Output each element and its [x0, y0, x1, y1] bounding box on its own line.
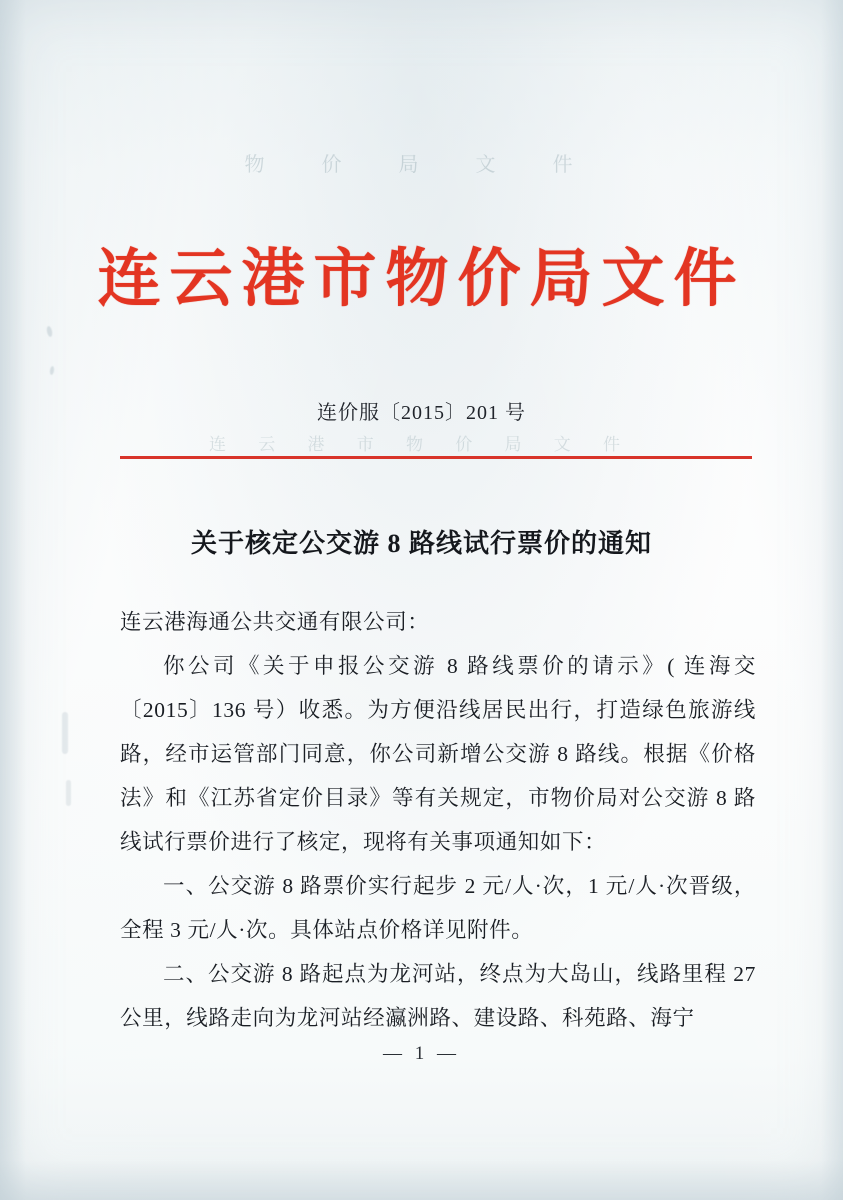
ghost-bleed-text-middle: 连 云 港 市 物 价 局 文 件	[209, 435, 634, 454]
document-masthead: 连云港市物价局文件	[97, 241, 746, 315]
document-body	[120, 600, 756, 1040]
red-divider-rule	[120, 456, 752, 459]
page-number: — 1 —	[383, 1043, 460, 1064]
body-paragraph-3: 二、公交游 8 路起点为龙河站，终点为大岛山，线路里程 27 公里，线路走向为龙河站经瀛洲路、建设路、科苑路、海宁	[120, 962, 756, 1030]
ghost-bleed-text-top: 物 价 局 文 件	[244, 154, 599, 176]
body-paragraph-2: 一、公交游 8 路票价实行起步 2 元/人·次，1 元/人·次晋级，全程 3 元/人·次。具体站点价格详见附件。	[120, 874, 756, 942]
document-title: 关于核定公交游 8 路线试行票价的通知	[190, 529, 652, 558]
document-number: 连价服〔2015〕201 号	[317, 402, 526, 424]
recipient-line: 连云港海通公共交通有限公司：	[120, 610, 430, 634]
body-paragraph-1: 你公司《关于申报公交游 8 路线票价的请示》( 连海交〔2015〕136 号）收悉。为方便沿线居民出行，打造绿色旅游线路，经市运管部门同意，你公司新增公交游 8 路线。根据《价格法》和《江苏省定价目录》等有关规定，市物价局对公交游 8 路线试行票价进行了核定，现将有关事项通知如下：	[120, 654, 756, 854]
